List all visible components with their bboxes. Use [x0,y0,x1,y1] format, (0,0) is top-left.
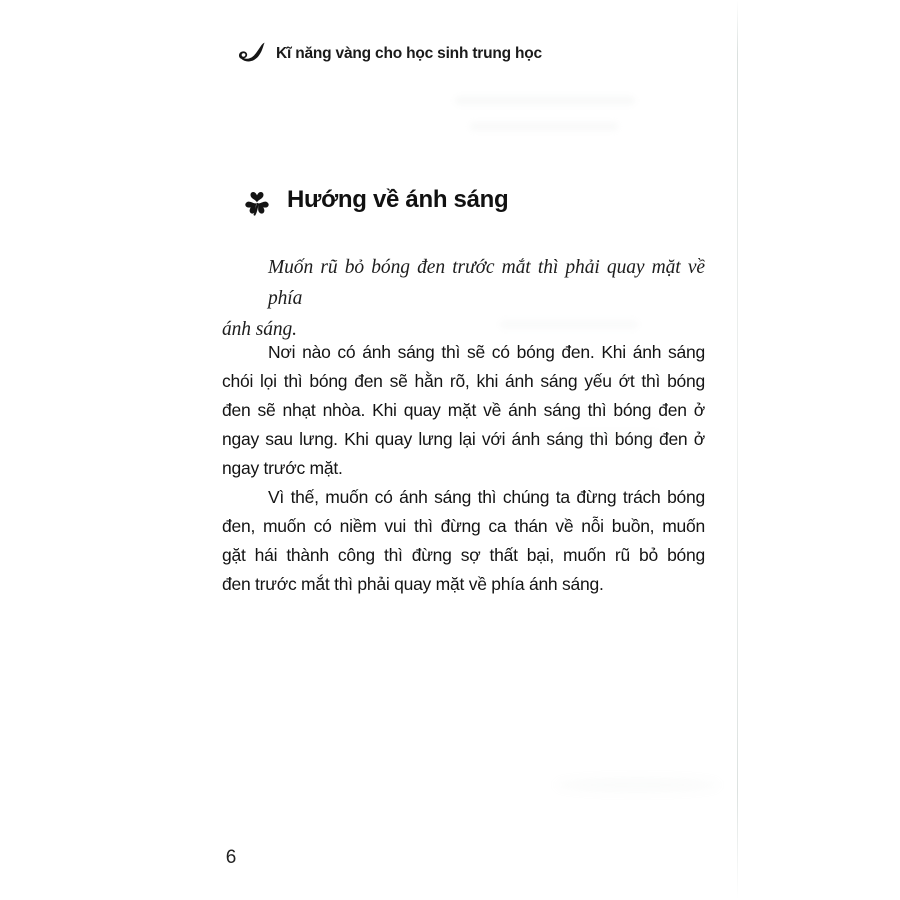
running-header-title: Kĩ năng vàng cho học sinh trung học [276,45,542,62]
body-paragraph-1 [222,338,705,483]
text-line: ánh sáng. [222,319,297,340]
bleedthrough-smudge [555,778,720,792]
text-line: gặt hái thành công thì đừng sợ thất bại, muốn rũ bỏ bóng [222,545,705,565]
page-number: 6 [225,847,237,868]
section-heading [242,186,508,221]
swoosh-icon [236,42,268,66]
scan-page-edge-line [737,0,738,900]
text-line: ngay sau lưng. Khi quay lưng lại với ánh sáng thì bóng đen ở [222,429,705,449]
clover-icon [242,189,272,221]
text-line: chói lọi thì bóng đen sẽ hằn rõ, khi ánh sáng yếu ớt thì bóng [222,371,705,391]
running-header [236,42,542,66]
bleedthrough-smudge [470,122,618,131]
text-line: Vì thế, muốn có ánh sáng thì chúng ta đừng trách bóng [268,487,705,507]
bleedthrough-smudge [455,96,635,105]
epigraph-quote [222,252,705,345]
section-title: Hướng về ánh sáng [287,186,509,213]
text-line: đen, muốn có niềm vui thì đừng ca thán về nỗi buồn, muốn [222,516,705,536]
text-line: đen sẽ nhạt nhòa. Khi quay mặt về ánh sáng thì bóng đen ở [222,400,705,420]
text-line: ngay trước mặt. [222,458,343,478]
body-paragraph-2 [222,483,705,599]
text-line: Nơi nào có ánh sáng thì sẽ có bóng đen. Khi ánh sáng [268,342,705,362]
text-line: đen trước mắt thì phải quay mặt về phía ánh sáng. [222,574,604,594]
text-line: Muốn rũ bỏ bóng đen trước mắt thì phải quay mặt về phía [268,257,705,309]
